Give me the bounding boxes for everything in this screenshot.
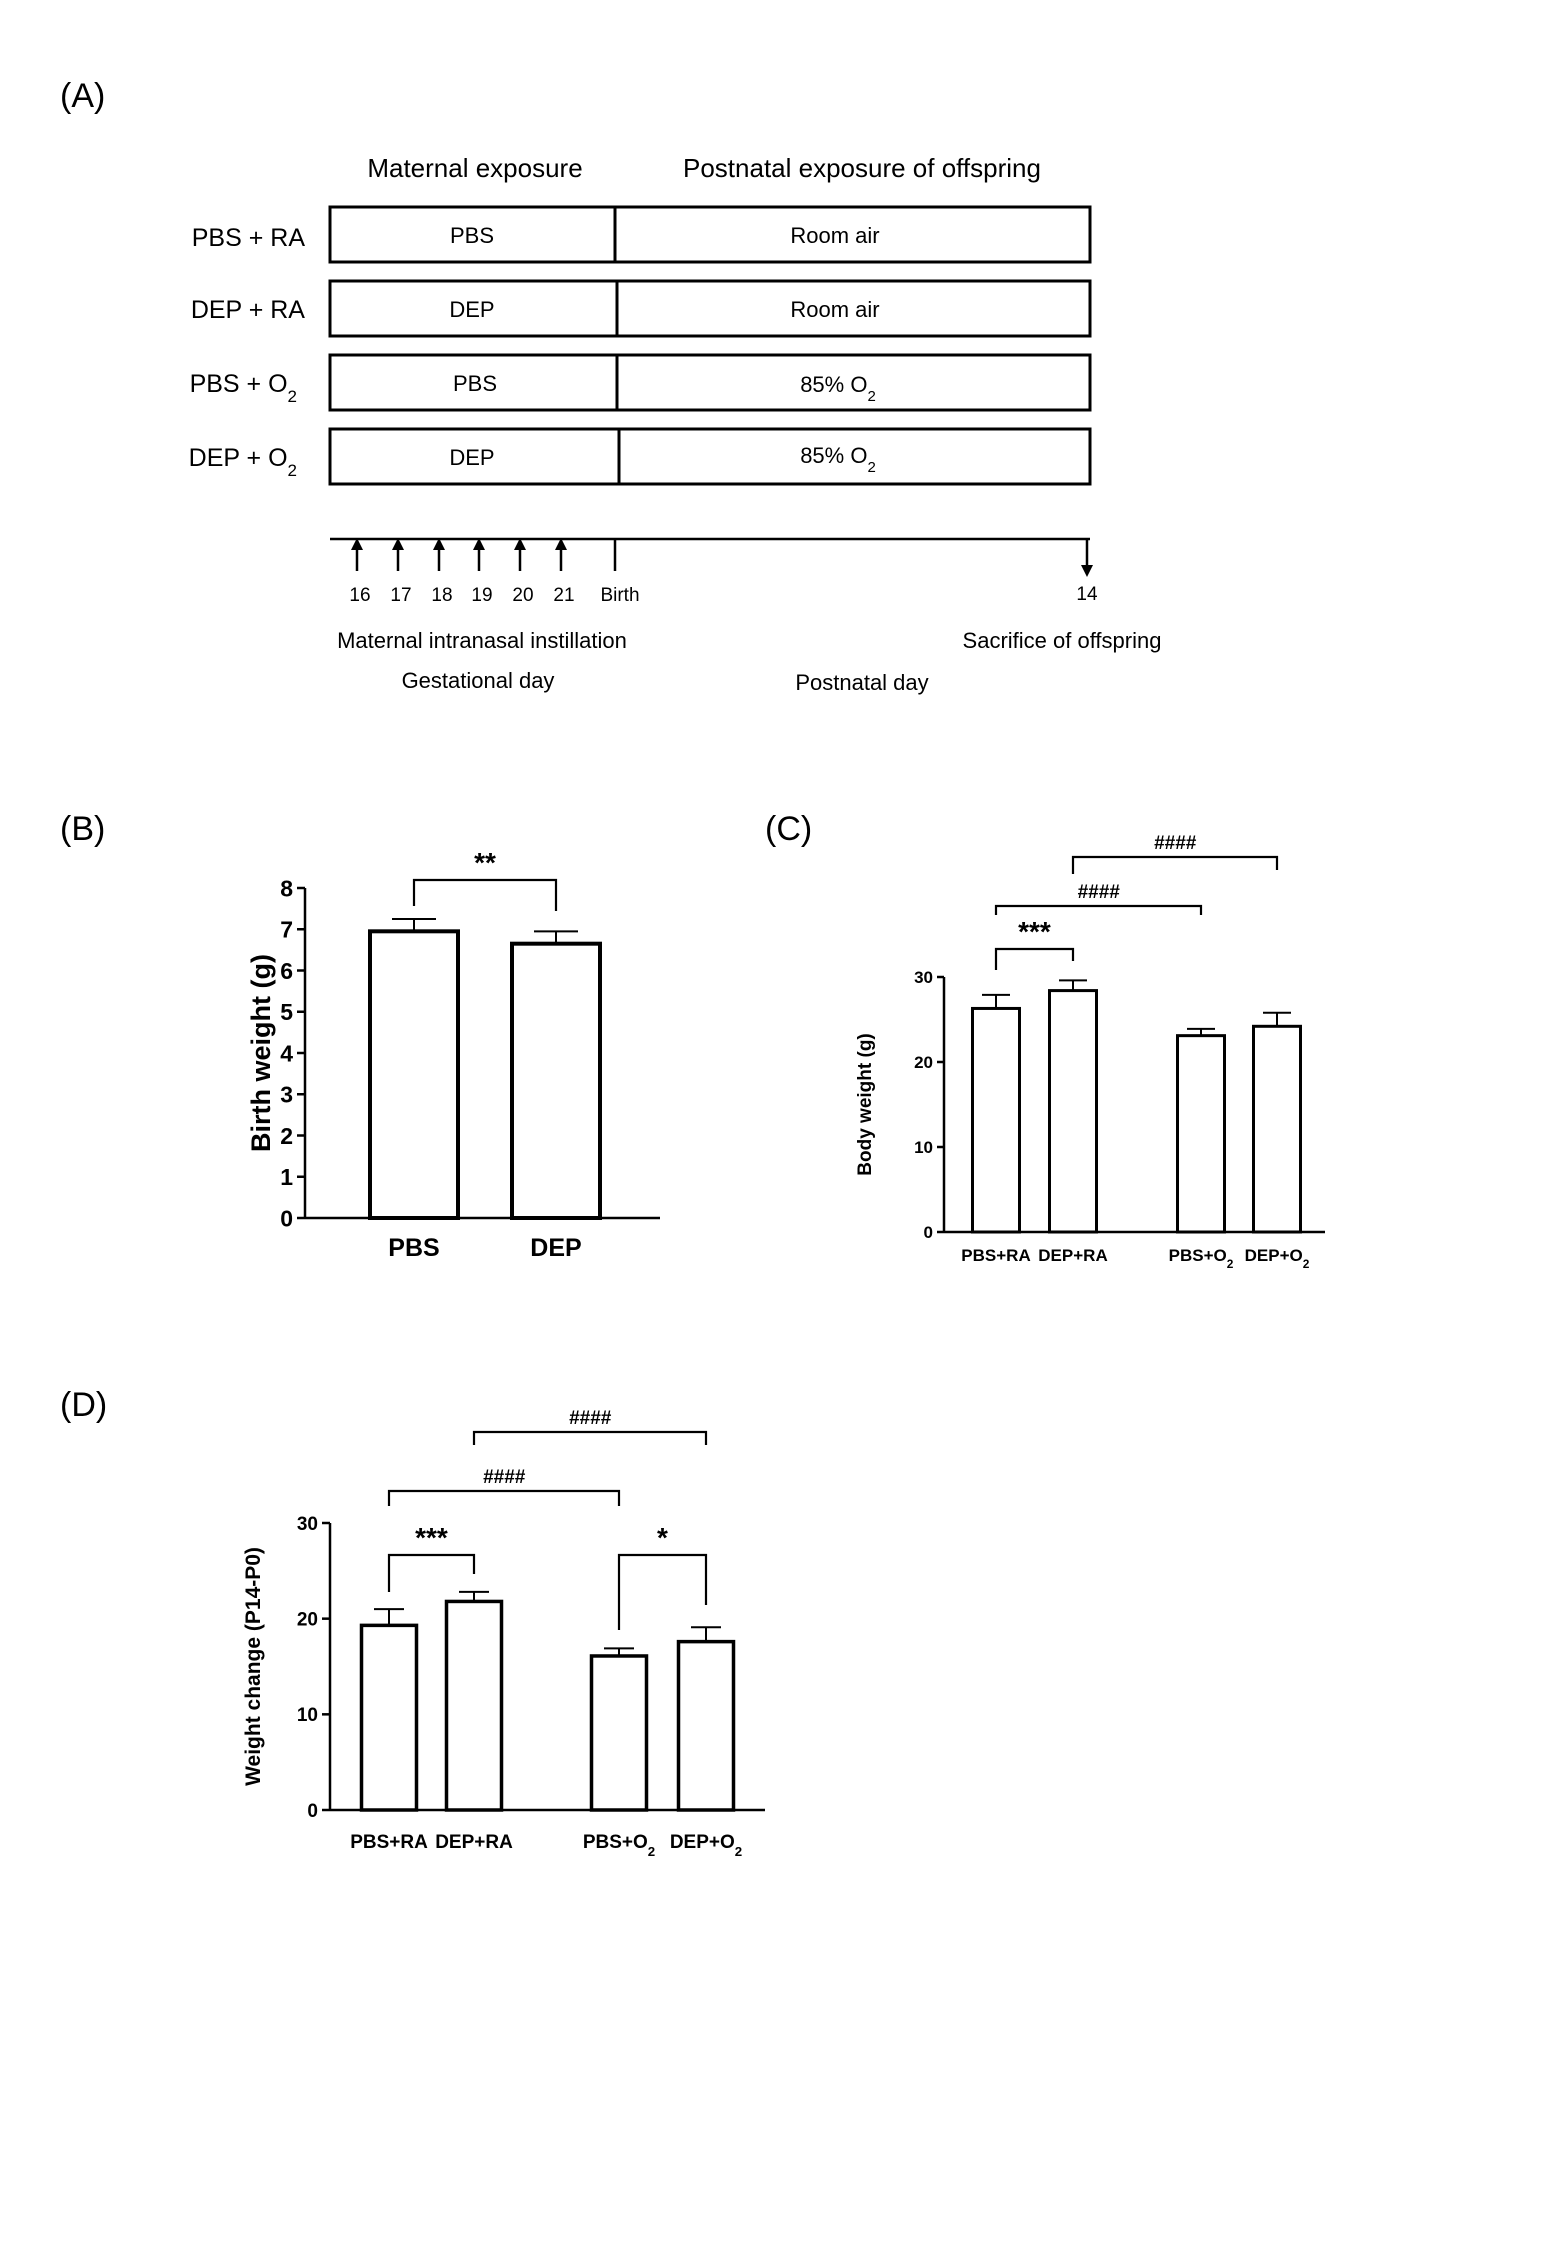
gestational-day-tick: 19 (471, 585, 493, 606)
significance-label: #### (482, 1467, 526, 1488)
category-label: $PBS+O_2$ (1168, 1246, 1234, 1271)
group-label-row-2: DEP + RA (190, 296, 305, 324)
maternal-label-row-1: PBS (449, 223, 495, 248)
bar (679, 1642, 734, 1810)
significance-label: #### (568, 1408, 612, 1429)
panel-label-a: (A) (60, 77, 106, 115)
gestational-day-tick: 20 (512, 585, 534, 606)
category-label: PBS (388, 1234, 440, 1262)
gestational-day-tick: 21 (553, 585, 575, 606)
gestational-day-tick: 17 (390, 585, 412, 606)
gestational-day-tick: 16 (349, 585, 371, 606)
y-tick-label: 0 (307, 1800, 318, 1822)
category-label: DEP+RA (435, 1832, 513, 1853)
bar (1050, 991, 1097, 1232)
y-tick-label: 30 (296, 1513, 318, 1535)
maternal-label-row-3: PBS (452, 371, 498, 396)
instillation-arrows (351, 538, 567, 571)
category-label: $DEP+O_2$ (1244, 1246, 1310, 1271)
chart-body-weight (855, 833, 1325, 1271)
postnatal-day-label: Postnatal day (795, 670, 929, 695)
chart-weight-change (242, 1408, 765, 1859)
header-maternal-exposure: Maternal exposure (367, 153, 583, 183)
y-tick-label: 2 (280, 1122, 293, 1149)
y-tick-label: 7 (280, 916, 293, 943)
bar (512, 944, 600, 1218)
postnatal-label-row-1: Room air (790, 223, 880, 248)
panel-label-d: (D) (60, 1386, 108, 1424)
y-tick-label: 4 (280, 1040, 293, 1067)
bar (362, 1625, 417, 1810)
significance-label: * (657, 1522, 668, 1553)
y-tick-label: 8 (280, 875, 293, 902)
timeline-end-arrowhead (1081, 565, 1093, 577)
significance-label: *** (415, 1522, 448, 1553)
postnatal-label-row-3: 85% $O_2$ (800, 372, 876, 405)
y-axis-label: Body weight (g) (855, 1033, 876, 1176)
postnatal-label-row-2: Room air (790, 297, 880, 322)
bar (973, 1008, 1020, 1232)
category-label: PBS+RA (961, 1246, 1031, 1265)
bar (447, 1601, 502, 1810)
maternal-label-row-4: DEP (449, 445, 495, 470)
significance-label: #### (1153, 833, 1197, 854)
y-axis-label: Weight change (P14-P0) (242, 1547, 265, 1786)
y-tick-label: 30 (914, 968, 933, 988)
y-tick-label: 0 (923, 1223, 933, 1243)
timeline-birth-label: Birth (600, 585, 640, 606)
y-tick-label: 10 (914, 1138, 933, 1158)
category-label: DEP (530, 1234, 582, 1262)
significance-label: *** (1018, 916, 1051, 947)
significance-bracket (389, 1491, 619, 1506)
bar (592, 1656, 647, 1810)
significance-bracket (996, 906, 1201, 915)
y-tick-label: 3 (280, 1081, 293, 1108)
group-label-row-3: PBS + $O_2$ (189, 370, 297, 406)
bar (370, 931, 458, 1218)
chart-birth-weight (246, 847, 660, 1262)
category-label: DEP+RA (1038, 1246, 1108, 1265)
significance-bracket (996, 949, 1073, 970)
panel-label-b: (B) (60, 810, 106, 848)
gestational-day-label: Gestational day (401, 668, 555, 693)
group-label-row-4: DEP + $O_2$ (188, 444, 297, 480)
group-label-row-1: PBS + RA (191, 224, 305, 252)
significance-bracket (389, 1555, 474, 1592)
category-label: $PBS+O_2$ (582, 1832, 656, 1859)
gestational-day-labels (349, 585, 574, 606)
significance-bracket (414, 880, 556, 911)
bar (1178, 1036, 1225, 1232)
header-postnatal-exposure: Postnatal exposure of offspring (683, 153, 1041, 183)
y-tick-label: 20 (914, 1053, 933, 1073)
category-label: PBS+RA (350, 1832, 428, 1853)
significance-bracket (619, 1555, 706, 1630)
maternal-label-row-2: DEP (449, 297, 495, 322)
y-axis-label: Birth weight (g) (246, 954, 276, 1152)
significance-label: ** (474, 847, 496, 878)
y-tick-label: 0 (280, 1205, 293, 1232)
significance-label: #### (1077, 882, 1120, 903)
y-tick-label: 6 (280, 957, 293, 984)
postnatal-label-row-4: 85% $O_2$ (800, 443, 876, 476)
y-tick-label: 1 (280, 1164, 293, 1191)
significance-bracket (474, 1432, 706, 1445)
y-tick-label: 5 (280, 999, 293, 1026)
y-tick-label: 10 (296, 1705, 318, 1727)
significance-bracket (1073, 857, 1277, 874)
category-label: $DEP+O_2$ (669, 1832, 743, 1859)
bar (1254, 1026, 1301, 1232)
sacrifice-label: Sacrifice of offspring (962, 628, 1162, 653)
panel-label-c: (C) (765, 810, 813, 848)
gestational-day-tick: 18 (431, 585, 453, 606)
instillation-label: Maternal intranasal instillation (337, 628, 627, 653)
y-tick-label: 20 (296, 1609, 318, 1631)
timeline-end-label: 14 (1076, 584, 1098, 605)
